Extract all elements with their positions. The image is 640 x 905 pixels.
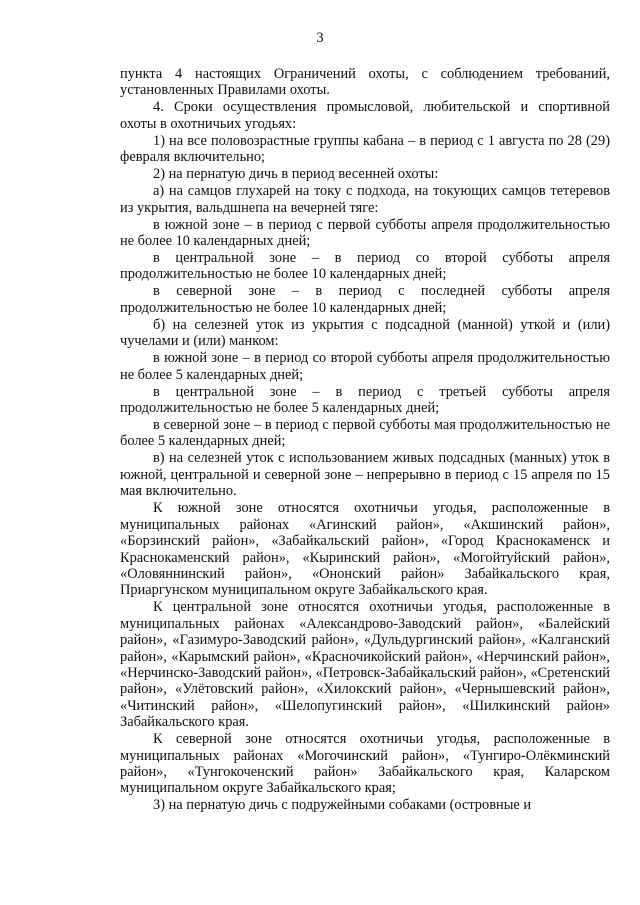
paragraph: пункта 4 настоящих Ограничений охоты, с соблюдением требований, установленных Правилами охоты. <box>120 66 610 99</box>
document-body <box>120 66 610 814</box>
paragraph: в северной зоне – в период с первой субботы мая продолжительностью не более 5 календарных дней; <box>120 417 610 450</box>
paragraph: К южной зоне относятся охотничьи угодья, расположенные в муниципальных районах «Агинский район», «Акшинский район», «Борзинский район», «Забайкальский район», «Город Краснокаменск и Краснокаменский район», «Кыринский район», «Могойтуйский район», «Оловяннинский район», «Ононский район» Забайкальского края, Приаргунском муниципальном округе Забайкальского края. <box>120 500 610 599</box>
paragraph: в северной зоне – в период с последней субботы апреля продолжительностью не более 10 календарных дней; <box>120 283 610 316</box>
paragraph: К северной зоне относятся охотничьи угодья, расположенные в муниципальных районах «Могочинский район», «Тунгиро-Олёкминский район», «Тунгокоченский район» Забайкальского края, Каларском муниципальном округе Забайкальского края; <box>120 731 610 797</box>
paragraph: 2) на пернатую дичь в период весенней охоты: <box>153 166 439 183</box>
paragraph: а) на самцов глухарей на току с подхода, на токующих самцов тетеревов из укрытия, вальдшнепа на вечерней тяге: <box>120 183 610 216</box>
paragraph: б) на селезней уток из укрытия с подсадной (манной) уткой и (или) чучелами и (или) манком: <box>120 316 610 350</box>
paragraph: в южной зоне – в период с первой субботы апреля продолжительностью не более 10 календарных дней; <box>120 216 610 250</box>
paragraph: в центральной зоне – в период со второй субботы апреля продолжительностью не более 10 календарных дней; <box>120 250 610 283</box>
paragraph: 4. Сроки осуществления промысловой, любительской и спортивной охоты в охотничьих угодьях: <box>120 99 610 132</box>
paragraph: в центральной зоне – в период с третьей субботы апреля продолжительностью не более 5 календарных дней; <box>120 383 610 417</box>
paragraph: в) на селезней уток с использованием живых подсадных (манных) уток в южной, центральной и северной зоне – непрерывно в период с 15 апреля по 15 мая включительно. <box>120 450 610 500</box>
page-number: 3 <box>316 30 324 46</box>
paragraph: К центральной зоне относятся охотничьи угодья, расположенные в муниципальных районах «Александрово-Заводский район», «Балейский район», «Газимуро-Заводский район», «Дульдургинский район», «Калганский район», «Карымский район», «Красночикойский район», «Нерчинский район», «Нерчинско-Заводский район», «Петровск-Забайкальский район», «Сретенский район», «Улётовский район», «Хилокский район», «Чернышевский район», «Читинский район», «Шелопугинский район», «Шилкинский район» Забайкальского края. <box>120 599 610 731</box>
paragraph: 1) на все половозрастные группы кабана – в период с 1 августа по 28 (29) февраля включительно; <box>120 132 610 166</box>
paragraph: 3) на пернатую дичь с подружейными собаками (островные и <box>153 797 532 814</box>
paragraph: в южной зоне – в период со второй субботы апреля продолжительностью не более 5 календарных дней; <box>120 350 610 383</box>
